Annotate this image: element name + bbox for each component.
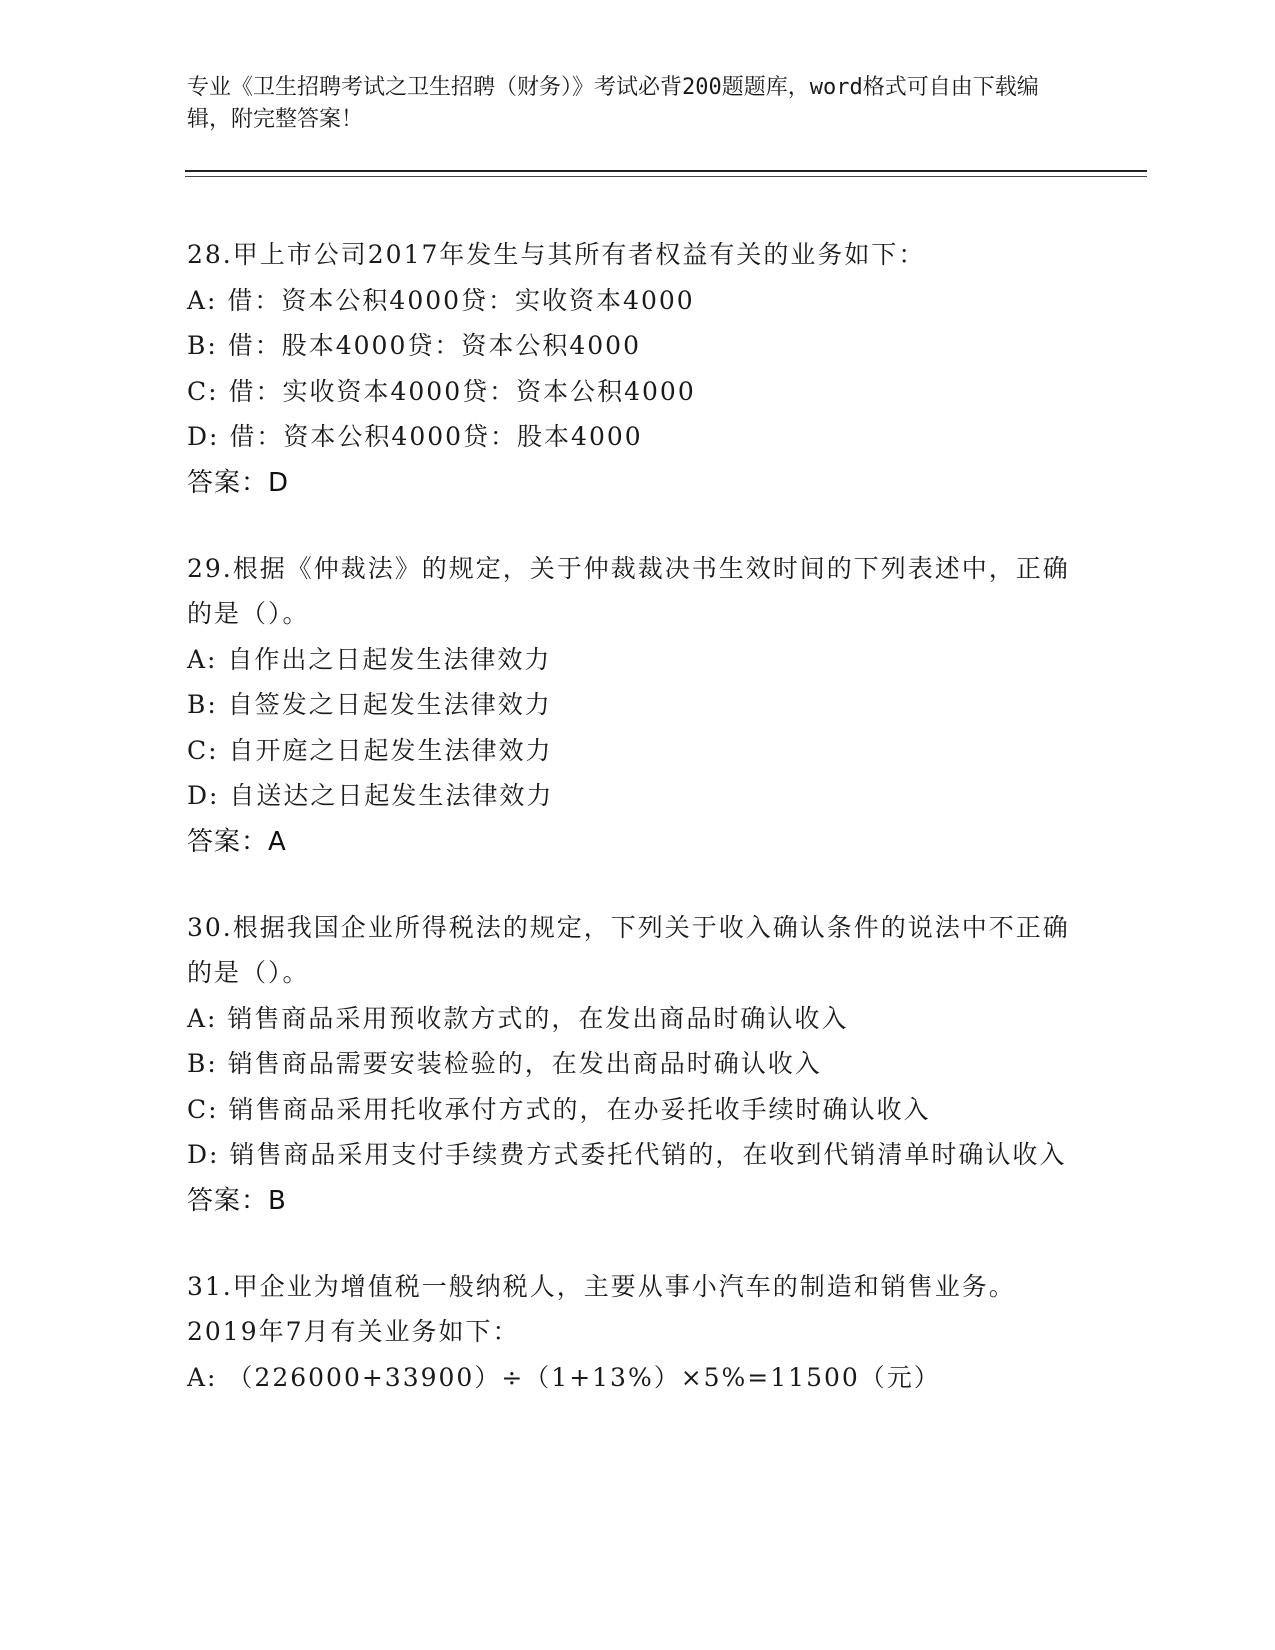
option-d: D: 借：资本公积4000贷：股本4000 — [187, 422, 643, 451]
option-a: A: 借：资本公积4000贷：实收资本4000 — [187, 285, 695, 315]
option-b: B: 自签发之日起发生法律效力 — [187, 690, 552, 719]
document-header — [187, 72, 1067, 136]
option-d: D: 销售商品采用支付手续费方式委托代销的，在收到代销清单时确认收入 — [187, 1140, 1067, 1169]
question-list — [187, 232, 1087, 1440]
question-31 — [187, 1264, 1087, 1401]
question-29 — [187, 546, 1087, 865]
answer: 答案：D — [187, 467, 290, 498]
question-28 — [187, 232, 1087, 506]
option-b: B: 借：股本4000贷：资本公积4000 — [187, 331, 641, 360]
answer: 答案：A — [187, 826, 287, 857]
option-a: A: 销售商品采用预收款方式的，在发出商品时确认收入 — [187, 1003, 849, 1033]
question-stem: 28.甲上市公司2017年发生与其所有者权益有关的业务如下： — [187, 240, 926, 269]
option-c: C: 借：实收资本4000贷：资本公积4000 — [187, 376, 696, 406]
question-30 — [187, 905, 1087, 1224]
question-stem: 31.甲企业为增值税一般纳税人，主要从事小汽车的制造和销售业务。2019年7月有关业务如下： — [187, 1271, 1016, 1346]
header-text: 专业《卫生招聘考试之卫生招聘（财务）》考试必背200题题库，word格式可自由下载编辑，附完整答案！ — [187, 75, 1039, 132]
option-b: B: 销售商品需要安装检验的，在发出商品时确认收入 — [187, 1049, 822, 1078]
question-stem: 30.根据我国企业所得税法的规定，下列关于收入确认条件的说法中不正确的是（）。 — [187, 912, 1070, 987]
option-a: A: 自作出之日起发生法律效力 — [187, 644, 552, 674]
header-rule-top — [185, 170, 1147, 172]
header-rule-bottom — [185, 176, 1147, 177]
option-a: A: （226000+33900）÷（1+13%）×5%=11500（元） — [187, 1362, 941, 1392]
option-c: C: 销售商品采用托收承付方式的，在办妥托收手续时确认收入 — [187, 1094, 931, 1124]
option-c: C: 自开庭之日起发生法律效力 — [187, 735, 553, 765]
answer: 答案：B — [187, 1185, 287, 1216]
question-stem: 29.根据《仲裁法》的规定，关于仲裁裁决书生效时间的下列表述中，正确的是（）。 — [187, 553, 1070, 628]
option-d: D: 自送达之日起发生法律效力 — [187, 781, 554, 810]
